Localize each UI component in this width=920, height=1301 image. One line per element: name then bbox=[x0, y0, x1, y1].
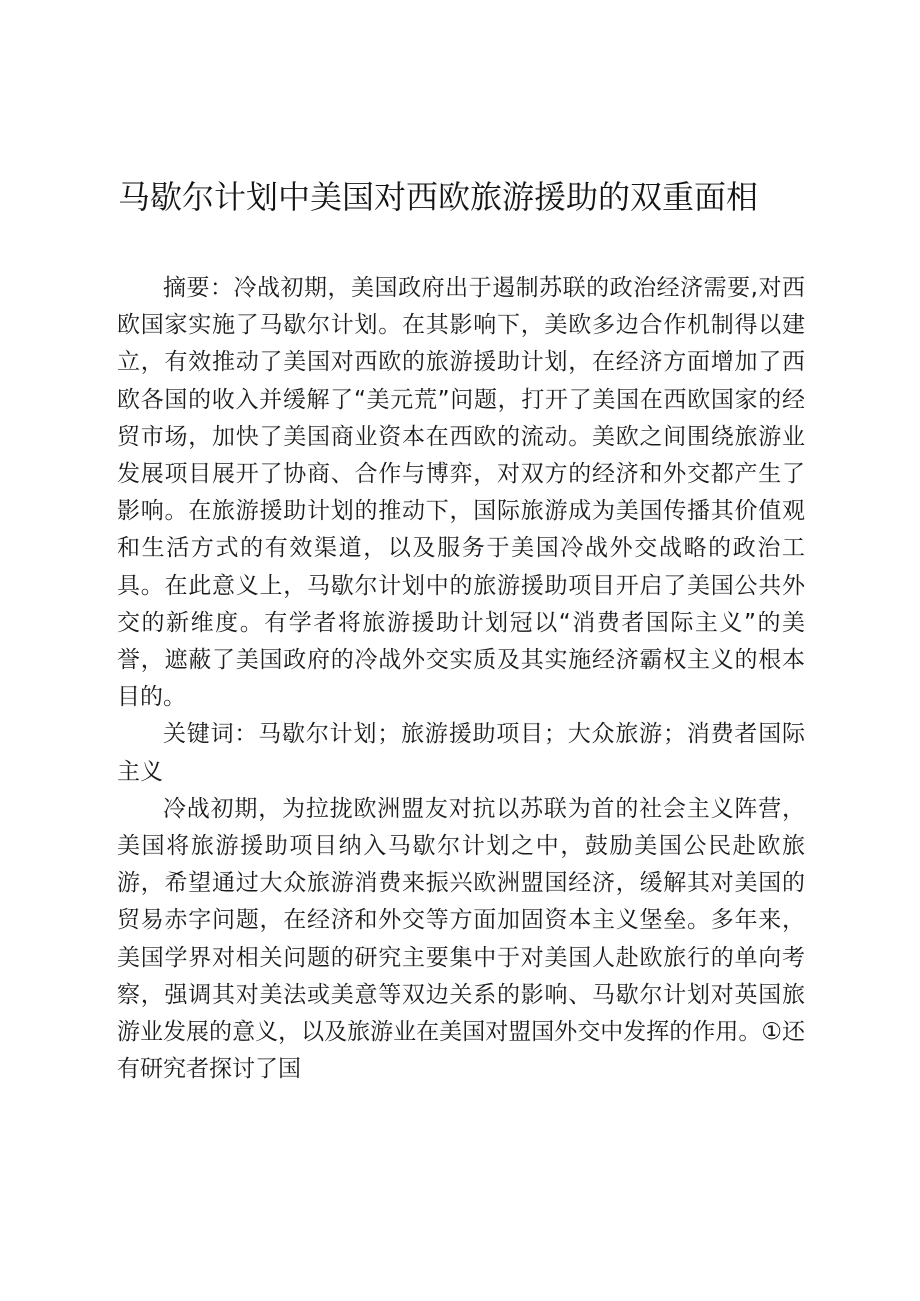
abstract-paragraph: 摘要：冷战初期，美国政府出于遏制苏联的政治经济需要,对西欧国家实施了马歇尔计划。在其影响下，美欧多边合作机制得以建立，有效推动了美国对西欧的旅游援助计划，在经济方面增加了西欧各国的收入并缓解了“美元荒”问题，打开了美国在西欧国家的经贸市场，加快了美国商业资本在西欧的流动。美欧之间围绕旅游业发展项目展开了协商、合作与博弈，对双方的经济和外交都产生了影响。在旅游援助计划的推动下，国际旅游成为美国传播其价值观和生活方式的有效渠道，以及服务于美国冷战外交战略的政治工具。在此意义上，马歇尔计划中的旅游援助项目开启了美国公共外交的新维度。有学者将旅游援助计划冠以“消费者国际主义”的美誉，遮蔽了美国政府的冷战外交实质及其实施经济霸权主义的根本目的。 bbox=[117, 275, 805, 711]
keywords-paragraph: 关键词：马歇尔计划；旅游援助项目；大众旅游；消费者国际主义 bbox=[117, 721, 805, 785]
document-title: 马歇尔计划中美国对西欧旅游援助的双重面相 bbox=[118, 178, 759, 216]
document-body bbox=[117, 270, 805, 1088]
intro-paragraph: 冷战初期，为拉拢欧洲盟友对抗以苏联为首的社会主义阵营，美国将旅游援助项目纳入马歇尔计划之中，鼓励美国公民赴欧旅游，希望通过大众旅游消费来振兴欧洲盟国经济，缓解其对美国的贸易赤字问题，在经济和外交等方面加固资本主义堡垒。多年来，美国学界对相关问题的研究主要集中于对美国人赴欧旅行的单向考察，强调其对美法或美意等双边关系的影响、马歇尔计划对英国旅游业发展的意义，以及旅游业在美国对盟国外交中发挥的作用。①还有研究者探讨了国 bbox=[117, 795, 805, 1083]
